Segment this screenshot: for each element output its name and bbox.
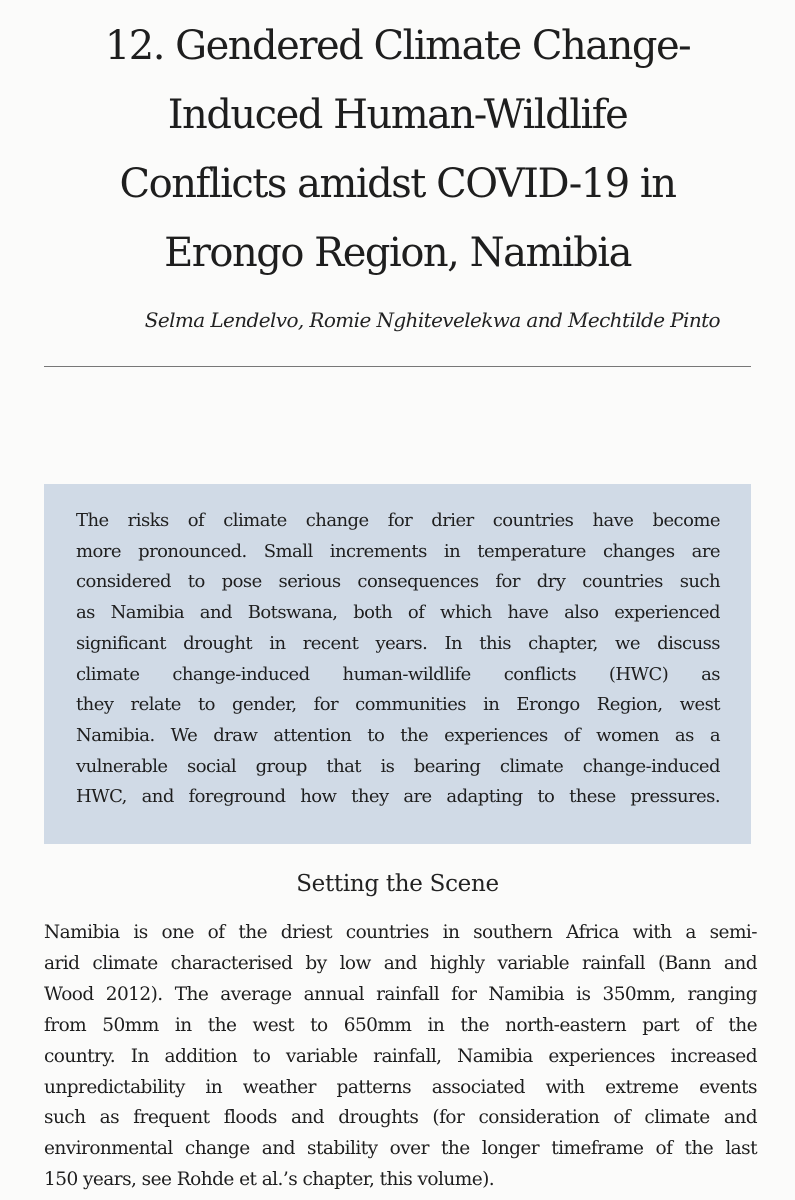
body-line: arid climate characterised by low and highly variable rainfall (Bann and [44,952,757,974]
body-line: Namibia is one of the driest countries in southern Africa with a semi- [44,922,757,943]
body-paragraph [44,918,757,1196]
title-line: Conflicts amidst COVID-19 in [119,161,676,207]
abstract-line: vulnerable social group that is bearing climate change-induced [76,755,720,777]
abstract-line: Namibia. We draw attention to the experiences of women as a [76,724,720,746]
body-line: unpredictability in weather patterns associated with extreme events [44,1076,757,1098]
title-divider [44,366,751,367]
title-line: Erongo Region, Namibia [164,230,631,276]
abstract-line: as Namibia and Botswana, both of which have also experienced [76,602,720,624]
title-line: Induced Human-Wildlife [167,92,628,138]
chapter-authors: Selma Lendelvo, Romie Nghitevelekwa and Mechtilde Pinto [144,308,720,332]
body-line: Wood 2012). The average annual rainfall for Namibia is 350mm, ranging [44,983,757,1005]
body-line: from 50mm in the west to 650mm in the north-eastern part of the [44,1014,757,1036]
body-line: environmental change and stability over the longer timeframe of the last [44,1138,757,1160]
section-heading: Setting the Scene [296,871,499,897]
abstract-line: more pronounced. Small increments in temperature changes are [76,540,720,562]
abstract-line: considered to pose serious consequences for dry countries such [76,571,720,593]
chapter-title [40,12,755,288]
abstract-line: significant drought in recent years. In this chapter, we discuss [76,632,720,654]
abstract-line: climate change-induced human-wildlife conflicts (HWC) as [76,663,720,685]
body-line: country. In addition to variable rainfall, Namibia experiences increased [44,1045,757,1067]
body-line: such as frequent floods and droughts (for consideration of climate and [44,1107,757,1129]
abstract-text [76,506,720,813]
body-line: 150 years, see Rohde et al.’s chapter, this volume). [44,1169,495,1191]
abstract-line: HWC, and foreground how they are adapting to these pressures. [76,786,720,808]
title-line: 12. Gendered Climate Change- [104,23,691,69]
abstract-line: they relate to gender, for communities in Erongo Region, west [76,694,720,716]
abstract-line: The risks of climate change for drier countries have become [76,510,720,531]
